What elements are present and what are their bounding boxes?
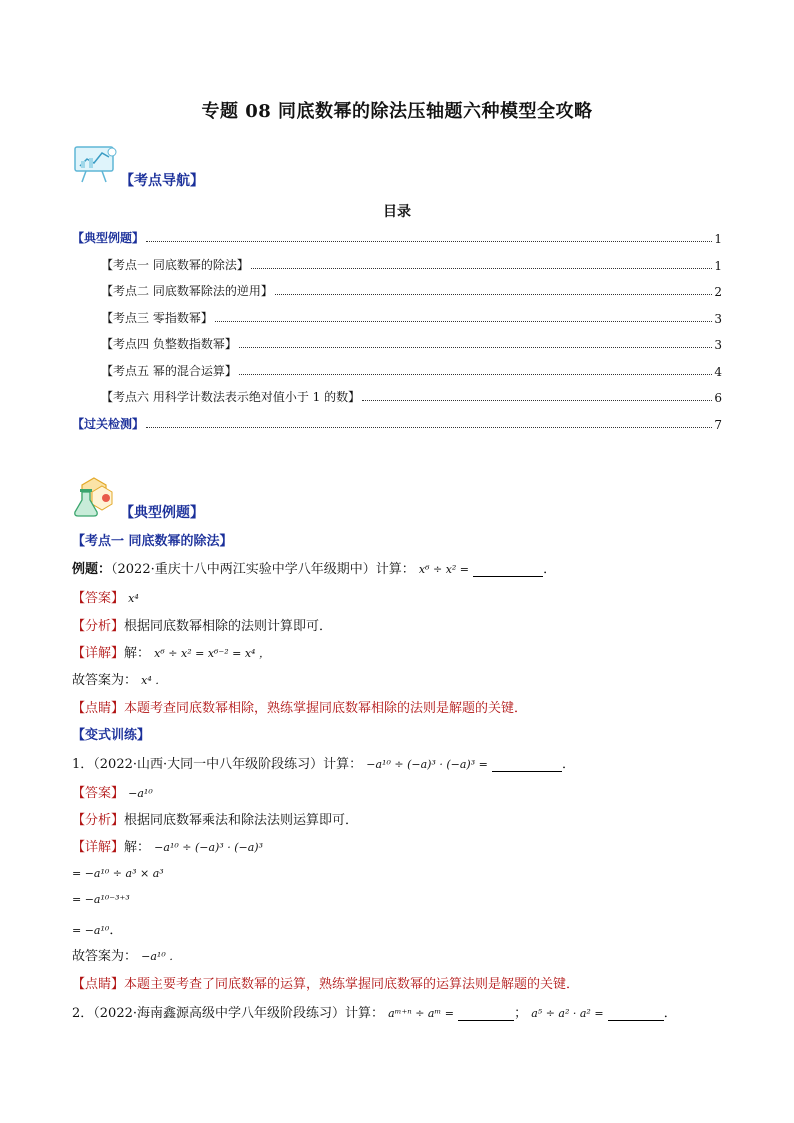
- toc-item[interactable]: [101, 387, 722, 405]
- answer-value: x⁴: [128, 592, 139, 605]
- toc-page-number: 3: [714, 338, 722, 352]
- flask-icon: [72, 476, 116, 518]
- examples-heading: 【典型例题】: [120, 505, 204, 521]
- analysis-line: [72, 615, 332, 634]
- toc-page-number: 4: [714, 364, 722, 379]
- variant-heading: 【变式训练】: [72, 728, 151, 743]
- step-end: ．: [109, 923, 123, 938]
- toc-leader-dots: [146, 427, 712, 428]
- answer-line: [72, 782, 153, 801]
- detail-text: 解：: [124, 840, 151, 855]
- question-number: 2．: [72, 1006, 94, 1021]
- document-title: 专题 08 同底数幂的除法压轴题六种模型全攻略: [201, 101, 593, 122]
- toc-page-number: 3: [714, 311, 722, 326]
- detail-label: 【详解】: [72, 646, 125, 661]
- toc-leader-dots: [215, 321, 713, 322]
- toc-item-label: 【考点四 负整数指数幂】: [101, 337, 237, 351]
- answer-value: −a¹⁰: [128, 787, 153, 800]
- toc-leader-dots: [146, 241, 712, 242]
- math-expression: x⁴ ．: [141, 674, 167, 687]
- answer-label: 【答案】: [72, 591, 125, 606]
- sentence-end: ．: [663, 1006, 677, 1021]
- analysis-label: 【分析】: [72, 619, 125, 634]
- toc-item[interactable]: [101, 361, 722, 379]
- answer-blank: [608, 1008, 664, 1021]
- toc-page-number: 6: [714, 391, 722, 405]
- answer-line: [72, 587, 139, 606]
- detail-line: [72, 642, 270, 661]
- answer-label: 【答案】: [72, 786, 125, 801]
- analysis-line: [72, 809, 358, 828]
- toc-item[interactable]: [72, 228, 722, 246]
- comment-text: 本题考查同底数幂相除，熟练掌握同底数幂相除的法则是解题的关键．: [124, 701, 528, 716]
- question-2: [72, 1002, 677, 1021]
- detail-text: 解：: [124, 646, 151, 661]
- solution-step: = −a¹⁰⁻³⁺³: [72, 893, 130, 906]
- comment-label: 【点睛】: [72, 977, 125, 992]
- toc-item-label: 【过关检测】: [72, 416, 145, 431]
- toc-item[interactable]: [101, 281, 722, 299]
- solution-step: = −a¹⁰ ÷ a³ × a³: [72, 867, 164, 880]
- example-label: 例题：: [72, 562, 112, 577]
- comment-line: [72, 973, 579, 992]
- toc-item-label: 【考点六 用科学计数法表示绝对值小于 1 的数】: [101, 390, 361, 404]
- math-expression: −a¹⁰ ÷ (−a)³ · (−a)³: [154, 841, 264, 854]
- detail-line: [72, 836, 263, 855]
- separator: ；: [514, 1006, 528, 1021]
- comment-text: 本题主要考查了同底数幂的运算，熟练掌握同底数幂的运算法则是解题的关键．: [124, 977, 580, 992]
- toc-item[interactable]: [101, 334, 722, 352]
- question-source: （2022·山西·大同一中八年级阶段练习）计算：: [93, 757, 363, 772]
- math-expression: aᵐ⁺ⁿ ÷ aᵐ =: [388, 1007, 454, 1020]
- toc-item-label: 【考点二 同底数幂除法的逆用】: [101, 284, 273, 298]
- conclusion-text: 故答案为：: [72, 949, 138, 964]
- toc-item-label: 【典型例题】: [72, 231, 145, 245]
- comment-line: [72, 697, 527, 716]
- nav-heading: 【考点导航】: [120, 173, 204, 189]
- math-expression: x⁶ ÷ x² =: [418, 563, 470, 576]
- example-question: 例题：（2022·重庆十八中两江实验中学八年级期中）计算： x⁶ ÷ x² = ．: [72, 562, 557, 577]
- toc-leader-dots: [239, 374, 713, 375]
- question-source: （2022·海南鑫源高级中学八年级阶段练习）计算：: [93, 1006, 384, 1021]
- math-expression: x⁶ ÷ x² = x⁶⁻² = x⁴ ，: [154, 647, 270, 660]
- answer-blank: [458, 1008, 514, 1021]
- toc-item[interactable]: [101, 308, 722, 326]
- solution-step: [72, 919, 122, 938]
- chart-board-icon: [72, 144, 120, 184]
- conclusion-line: [72, 669, 166, 688]
- answer-blank: [492, 759, 562, 772]
- math-expression: a⁵ ÷ a² · a² =: [531, 1007, 604, 1020]
- analysis-label: 【分析】: [72, 813, 125, 828]
- toc-leader-dots: [275, 294, 713, 295]
- toc-item-label: 【考点五 幂的混合运算】: [101, 363, 237, 378]
- toc-leader-dots: [251, 268, 713, 269]
- toc-leader-dots: [239, 347, 713, 348]
- comment-label: 【点睛】: [72, 701, 125, 716]
- math-expression: −a¹⁰ ÷ (−a)³ · (−a)³ =: [366, 758, 488, 771]
- toc-page-number: 1: [714, 258, 722, 273]
- toc-heading: 目录: [383, 204, 411, 220]
- toc-leader-dots: [362, 400, 712, 401]
- conclusion-line: [72, 945, 180, 964]
- analysis-text: 根据同底数幂乘法和除法法则运算即可．: [124, 813, 359, 828]
- toc-item-label: 【考点三 零指数幂】: [101, 310, 213, 325]
- toc-item[interactable]: [101, 255, 722, 273]
- toc-item[interactable]: [72, 414, 722, 432]
- question-source: （2022·重庆十八中两江实验中学八年级期中）计算：: [111, 562, 415, 577]
- toc-item-label: 【考点一 同底数幂的除法】: [101, 257, 249, 272]
- question-number: 1．: [72, 757, 94, 772]
- detail-label: 【详解】: [72, 840, 125, 855]
- topic-heading: 【考点一 同底数幂的除法】: [72, 534, 233, 549]
- toc-page-number: 7: [714, 417, 722, 432]
- answer-blank: [473, 564, 543, 577]
- math-expression: = −a¹⁰: [72, 924, 110, 937]
- toc-page-number: 2: [714, 285, 722, 299]
- conclusion-text: 故答案为：: [72, 673, 138, 688]
- question-1: 1．（2022·山西·大同一中八年级阶段练习）计算： −a¹⁰ ÷ (−a)³ · (−a)³ = ．: [72, 757, 575, 772]
- math-expression: −a¹⁰ ．: [141, 950, 181, 963]
- toc-page-number: 1: [714, 232, 722, 246]
- analysis-text: 根据同底数幂相除的法则计算即可．: [124, 619, 333, 634]
